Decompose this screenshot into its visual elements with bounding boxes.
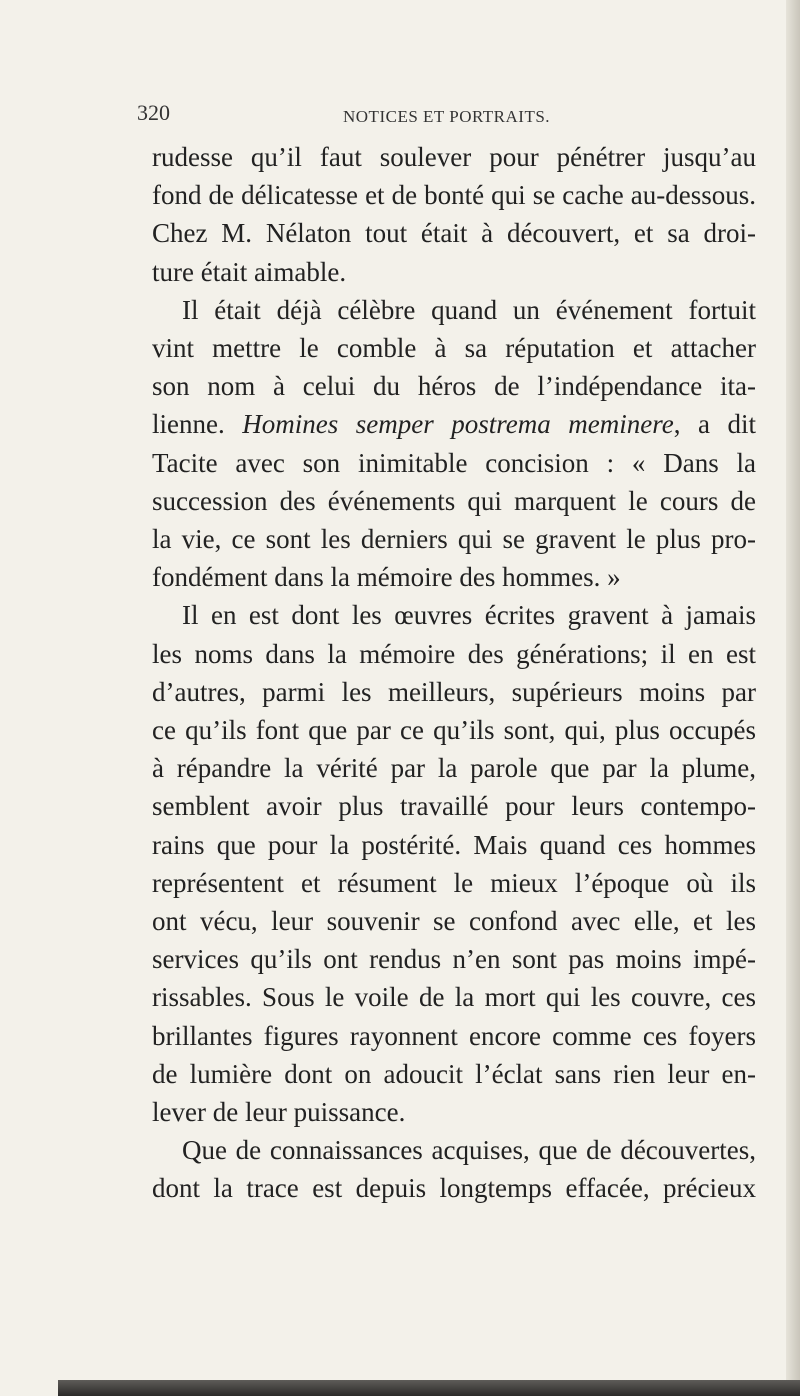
text-line-with-latin-quote: lienne. Homines semper postrema meminere, a dit <box>152 409 756 440</box>
text-line: ce qu’ils font que par ce qu’ils sont, qui, plus occupés <box>152 715 756 746</box>
text-line: vint mettre le comble à sa réputation et attacher <box>152 333 756 364</box>
page-bottom-edge <box>58 1380 800 1396</box>
text-line: Que de connaissances acquises, que de découvertes, <box>182 1135 756 1166</box>
text-line: à répandre la vérité par la parole que par la plume, <box>152 753 756 784</box>
text-line: dont la trace est depuis longtemps effacée, précieux <box>152 1173 756 1204</box>
text-line: rains que pour la postérité. Mais quand ces hommes <box>152 829 756 860</box>
text-line: ture était aimable. <box>152 256 347 287</box>
text-line: brillantes figures rayonnent encore comme ces foyers <box>152 1020 756 1051</box>
text-line: son nom à celui du héros de l’indépendance ita- <box>152 371 756 402</box>
text-line: succession des événements qui marquent le cours de <box>152 485 756 516</box>
text-line: fondément dans la mémoire des hommes. » <box>152 562 621 593</box>
text-line: Il en est dont les œuvres écrites gravent à jamais <box>182 600 756 631</box>
text-line: Il était déjà célèbre quand un événement fortuit <box>182 294 756 325</box>
text-line: les noms dans la mémoire des générations; il en est <box>152 638 756 669</box>
body-text <box>152 138 756 1208</box>
text-line: représentent et résument le mieux l’époque où ils <box>152 867 756 898</box>
text-line: rudesse qu’il faut soulever pour pénétrer jusqu’au <box>152 142 756 172</box>
page-edge-shadow <box>786 0 800 1396</box>
text-line: lever de leur puissance. <box>152 1097 406 1128</box>
page-number: 320 <box>137 100 170 125</box>
text-line: services qu’ils ont rendus n’en sont pas moins impé- <box>152 944 756 975</box>
page-header <box>0 92 800 132</box>
text-line: Tacite avec son inimitable concision : « Dans la <box>152 447 756 478</box>
text-line: la vie, ce sont les derniers qui se gravent le plus pro- <box>152 524 756 555</box>
text-line: Chez M. Nélaton tout était à découvert, et sa droi- <box>152 218 756 249</box>
running-head: NOTICES ET PORTRAITS. <box>343 107 551 126</box>
text-line: semblent avoir plus travaillé pour leurs contempo- <box>152 791 756 822</box>
text-line: d’autres, parmi les meilleurs, supérieurs moins par <box>152 676 756 707</box>
text-line: de lumière dont on adoucit l’éclat sans rien leur en- <box>152 1058 756 1089</box>
latin-quote: Homines semper postrema meminere <box>242 409 674 440</box>
text-line: ont vécu, leur souvenir se confond avec elle, et les <box>152 906 756 937</box>
text-line: fond de délicatesse et de bonté qui se cache au-dessous. <box>152 180 756 211</box>
text-line: rissables. Sous le voile de la mort qui les couvre, ces <box>152 982 756 1013</box>
